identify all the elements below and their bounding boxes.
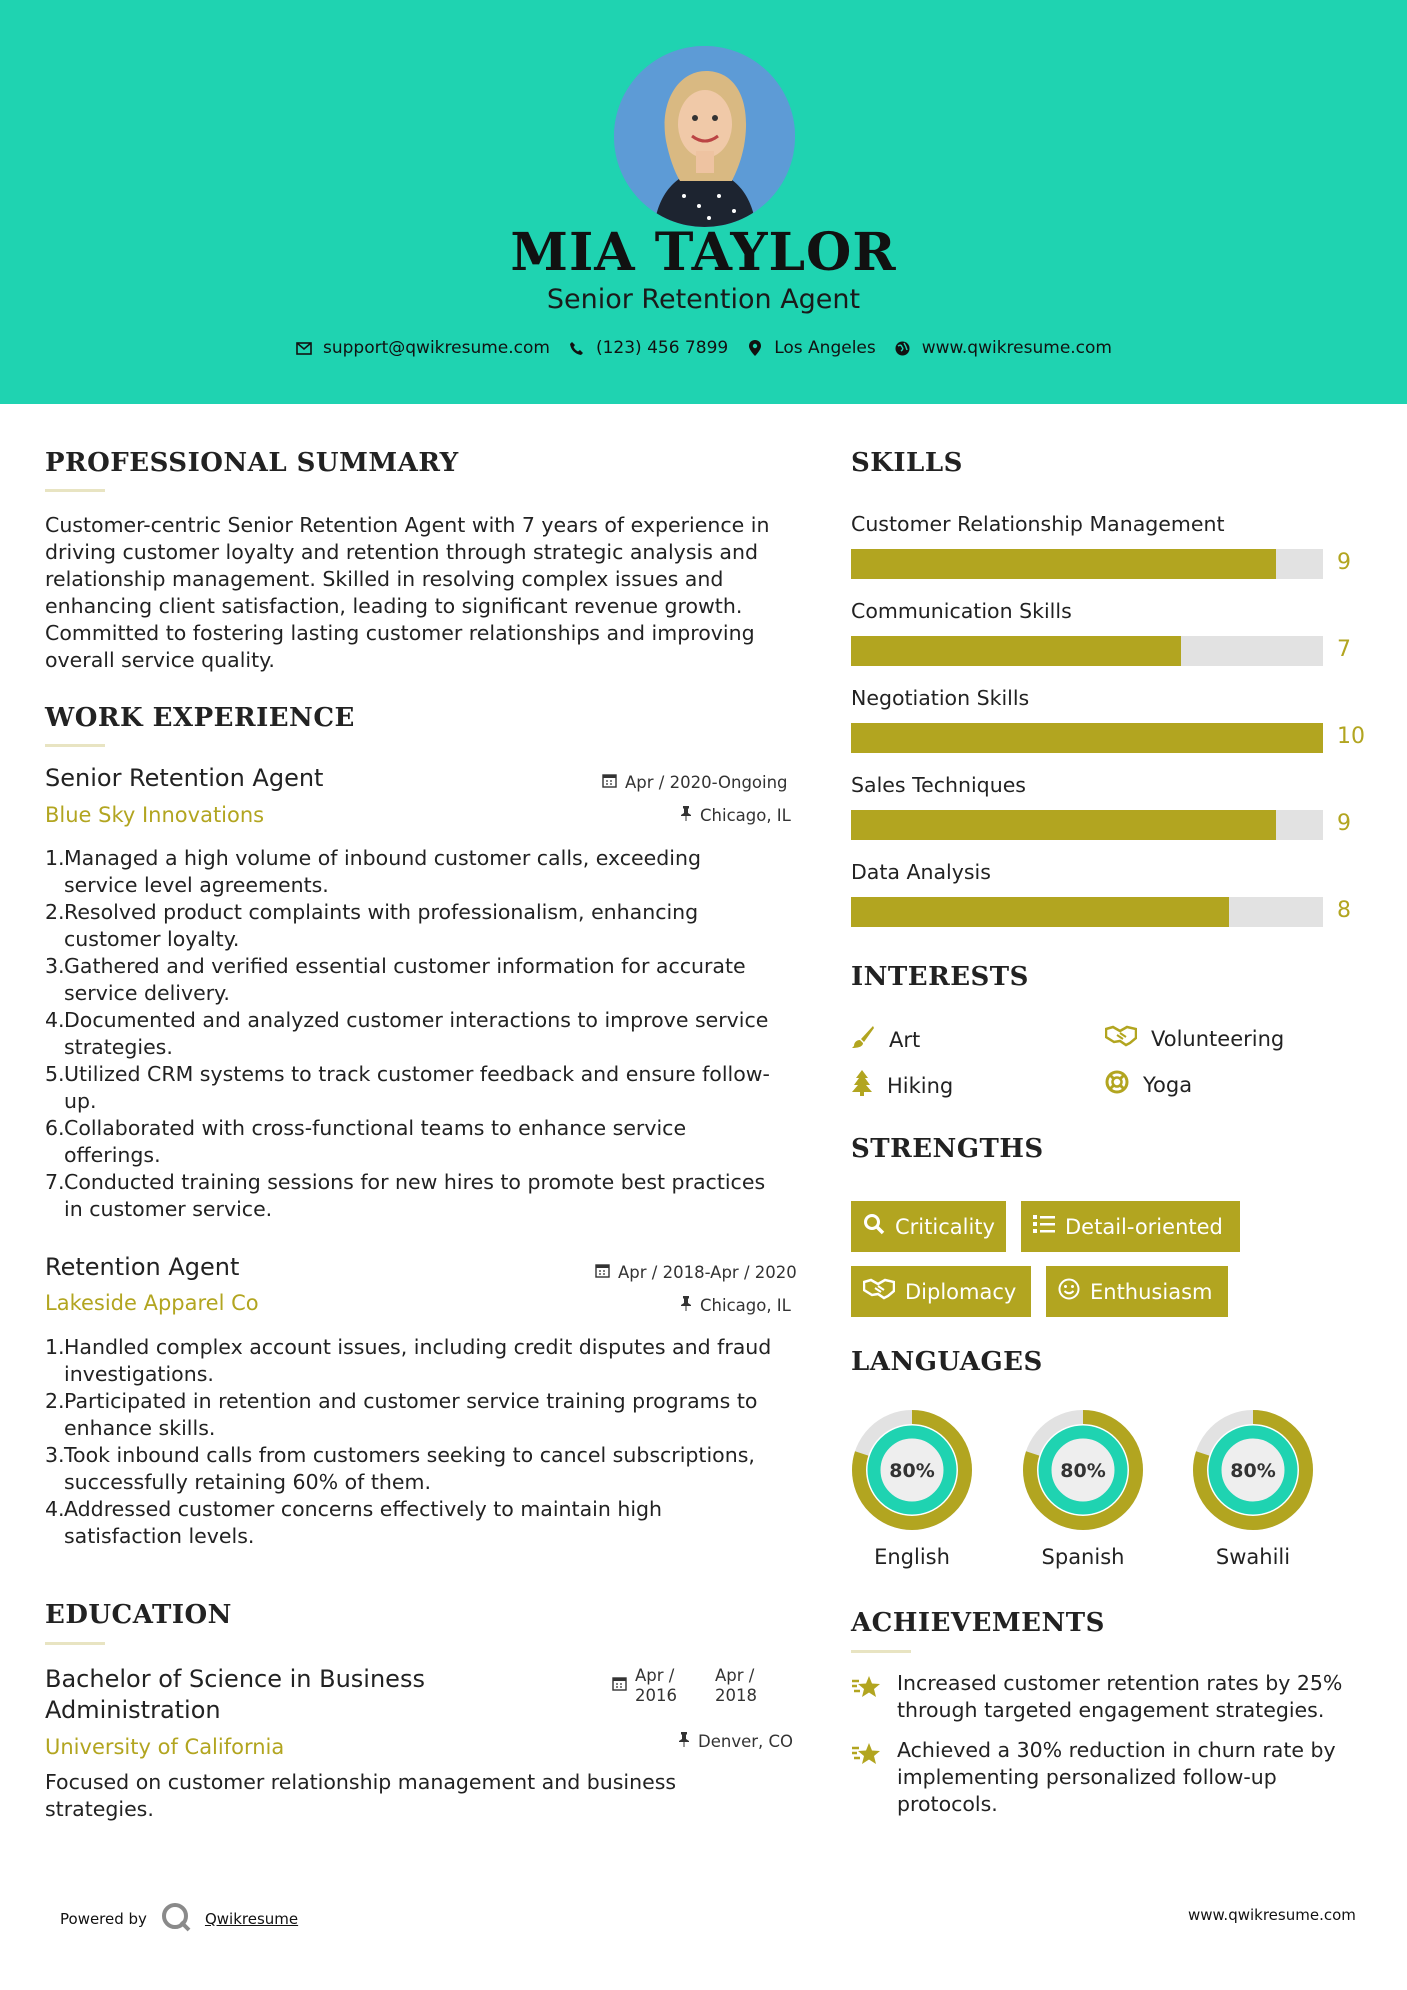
experience-heading: WORK EXPERIENCE [45,703,355,733]
skill-bar-fill [851,636,1181,666]
calendar-icon [595,1263,610,1282]
powered-by-label: Powered by [60,1910,147,1928]
job-dates: Apr / 2018-Apr / 2020 [595,1263,797,1282]
education-heading: EDUCATION [45,1600,232,1630]
strengths-heading: STRENGTHS [851,1134,1044,1164]
language-name: Spanish [1041,1545,1125,1569]
skill-level: 9 [1337,811,1351,836]
language-gauge [1192,1409,1314,1535]
star-badge-icon [851,1670,883,1724]
language-gauge [851,1409,973,1535]
job-title: Senior Retention Agent [45,764,324,792]
candidate-title: Senior Retention Agent [546,284,861,315]
education-underline [45,1642,105,1645]
language-name: English [874,1545,950,1569]
contact-website[interactable]: www.qwikresume.com [894,338,1112,358]
list-item: 3. Gathered and verified essential customer information for accurate service delivery. [45,954,746,1005]
envelope-icon [295,339,313,357]
skill-label: Data Analysis [851,860,991,884]
experience-underline [45,744,105,747]
list-item: 7. Conducted training sessions for new hires to promote best practices in customer service. [45,1170,766,1221]
skill-label: Customer Relationship Management [851,512,1225,536]
strength-chip: Detail-oriented [1021,1201,1240,1252]
footer-branding [60,1902,298,1936]
school-name: University of California [45,1735,285,1759]
skill-level: 7 [1337,637,1351,662]
skill-bar [851,723,1323,753]
list-item: 3. Took inbound calls from customers seeking to cancel subscriptions, successfully retaining 60% of them. [45,1443,755,1494]
header [0,0,1407,404]
gauge-percent: 80% [1060,1460,1106,1482]
job-duties [45,845,805,1223]
skill-bar [851,549,1323,579]
brand-link[interactable]: Qwikresume [204,1910,299,1928]
calendar-icon [602,773,617,792]
job-duties [45,1334,805,1550]
summary-underline [45,489,105,492]
skill-label: Communication Skills [851,599,1072,623]
strength-chip: Diplomacy [851,1266,1031,1317]
list-item: 4. Documented and analyzed customer interactions to improve service strategies. [45,1008,769,1059]
languages-heading: LANGUAGES [851,1347,1043,1377]
education-location: Denver, CO [678,1732,793,1751]
summary-text: Customer-centric Senior Retention Agent with 7 years of experience in driving customer loyalty and retention through strategic analysis and relationship management. Skilled in resolving complex issues and enhancing client satisfaction, leading to significant revenue growth. Committed to fostering lasting customer relationships and improving overall service quality. [45,513,770,672]
profile-photo [614,46,795,227]
contact-phone[interactable]: (123) 456 7899 [568,338,728,358]
footer-website[interactable]: www.qwikresume.com [1188,1906,1356,1924]
skill-level: 8 [1337,898,1351,923]
achievement-item: Increased customer retention rates by 25% through targeted engagement strategies. [851,1670,1342,1724]
summary-heading: PROFESSIONAL SUMMARY [45,448,459,478]
job-location: Chicago, IL [680,806,791,825]
job-title: Retention Agent [45,1253,240,1281]
job-location: Chicago, IL [680,1296,791,1315]
qwikresume-logo-icon [161,1902,191,1936]
search-icon [863,1213,885,1240]
skill-bar-fill [851,723,1323,753]
strength-chip: Criticality [851,1201,1006,1252]
skill-bar-fill [851,810,1276,840]
job-company: Blue Sky Innovations [45,803,265,827]
interest-hiking: Hiking [851,1070,953,1101]
skill-bar [851,636,1323,666]
skill-level: 9 [1337,550,1351,575]
achievements-underline [851,1650,911,1653]
star-badge-icon [851,1737,883,1818]
achievements-heading: ACHIEVEMENTS [851,1608,1105,1638]
skill-bar [851,897,1323,927]
skill-bar-fill [851,897,1229,927]
achievement-item: Achieved a 30% reduction in churn rate by implementing personalized follow-up protocols. [851,1737,1336,1818]
lifebuoy-icon [1105,1070,1129,1099]
calendar-icon [612,1666,627,1696]
list-item: 6. Collaborated with cross-functional teams to enhance service offerings. [45,1116,687,1167]
handshake-icon [863,1278,895,1305]
education-dates: Apr / 2016 Apr / 2018 [612,1666,757,1706]
list-item: 1. Managed a high volume of inbound customer calls, exceeding service level agreements. [45,846,701,897]
contact-location: Los Angeles [746,338,876,358]
gauge-percent: 80% [889,1460,935,1482]
skill-bar [851,810,1323,840]
list-item: 2. Resolved product complaints with professionalism, enhancing customer loyalty. [45,900,699,951]
list-item: 5. Utilized CRM systems to track customer feedback and ensure follow- up. [45,1062,770,1113]
list-item: 1. Handled complex account issues, including credit disputes and fraud investigations. [45,1335,772,1386]
skills-heading: SKILLS [851,448,963,478]
skill-bar-fill [851,549,1276,579]
degree-title: Bachelor of Science in Business Administration [45,1665,425,1724]
skill-label: Sales Techniques [851,773,1026,797]
list-item: 4. Addressed customer concerns effectively to maintain high satisfaction levels. [45,1497,663,1548]
education-description: Focused on customer relationship management and business strategies. [45,1770,677,1821]
interest-volunteering: Volunteering [1105,1025,1284,1052]
interest-art: Art [851,1025,920,1054]
language-name: Swahili [1215,1545,1291,1569]
interests-heading: INTERESTS [851,962,1029,992]
handshake-icon [1105,1025,1137,1052]
strength-chip: Enthusiasm [1046,1266,1228,1317]
pushpin-icon [680,1296,692,1315]
gauge-percent: 80% [1230,1460,1276,1482]
list-icon [1033,1214,1055,1239]
skill-level: 10 [1337,724,1365,749]
job-company: Lakeside Apparel Co [45,1291,259,1315]
pushpin-icon [678,1732,690,1751]
paintbrush-icon [851,1025,875,1054]
job-dates: Apr / 2020-Ongoing [602,773,788,792]
candidate-name: MIA TAYLOR [510,222,897,283]
contact-email[interactable]: support@qwikresume.com [295,338,550,358]
pushpin-icon [680,806,692,825]
globe-icon [894,339,912,357]
list-item: 2. Participated in retention and customer service training programs to enhance skills. [45,1389,758,1440]
interest-yoga: Yoga [1105,1070,1192,1099]
contact-bar [0,338,1407,358]
skill-label: Negotiation Skills [851,686,1030,710]
map-pin-icon [746,339,764,357]
tree-icon [851,1070,873,1101]
language-gauge [1022,1409,1144,1535]
phone-icon [568,339,586,357]
smile-icon [1058,1278,1080,1305]
